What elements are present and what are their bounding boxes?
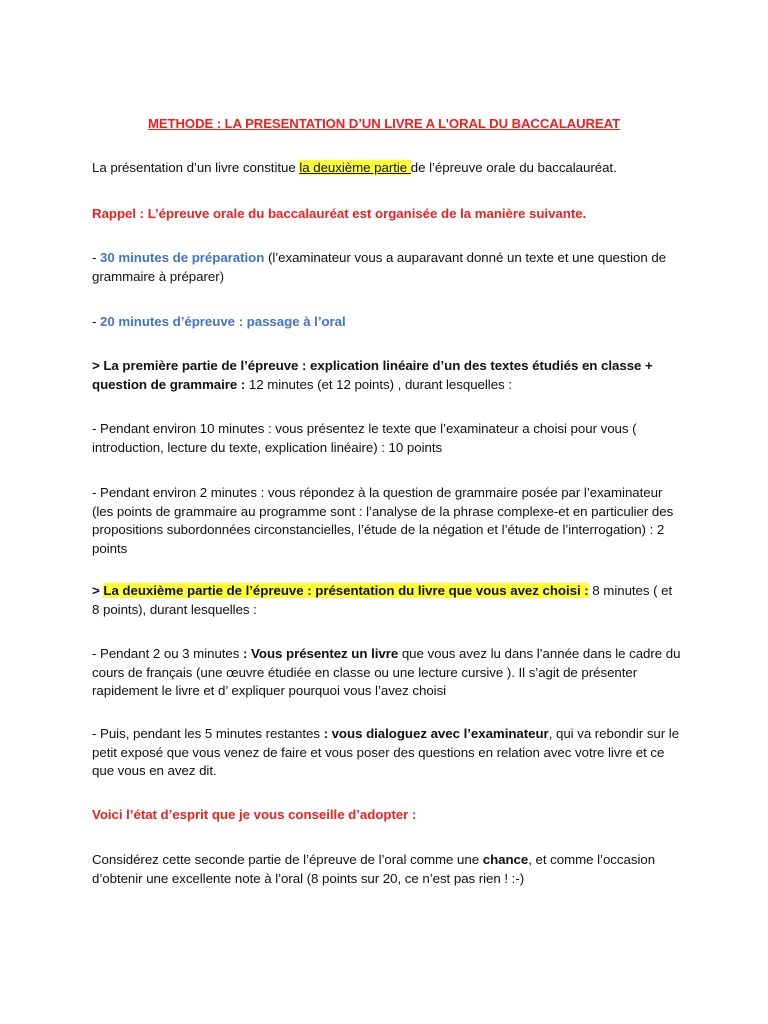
intro-highlight: la deuxième partie: [299, 160, 411, 175]
step-1-rest: que vous avez lu dans l’année dans le cadre du cours de français (une œuvre étudiée en classe ou une lecture cursive ). Il s’agit de présenter rapidement le livre et d’ expliquer pourquoi vous l’avez choisi: [92, 646, 681, 699]
preparation-dash: -: [92, 250, 101, 265]
part-one-step-1: - Pendant environ 10 minutes : vous présentez le texte que l’examinateur a choisi pour vous ( introduction, lecture du texte, explication linéaire) : 10 points: [92, 421, 637, 455]
advice-heading: Voici l’état d’esprit que je vous conseille d’adopter :: [92, 807, 417, 822]
step-1-start: - Pendant 2 ou 3 minutes: [92, 646, 244, 661]
step-2-start: - Puis, pendant les 5 minutes restantes: [92, 726, 324, 741]
part-one-heading: > La première partie de l’épreuve : explication linéaire d’un des textes étudiés en classe + question de grammaire :: [92, 358, 653, 392]
part-two-step-2: [92, 725, 682, 781]
preparation-detail: (l’examinateur vous a auparavant donné un texte et une question de grammaire à préparer): [92, 250, 667, 284]
advice-paragraph: [92, 851, 682, 888]
advice-start: Considérez cette seconde partie de l’épreuve de l’oral comme une: [92, 852, 483, 867]
part-two-detail: 8 minutes ( et 8 points), durant lesquelles :: [92, 583, 673, 617]
step-1-bold: : Vous présentez un livre: [243, 646, 399, 661]
advice-rest: , et comme l’occasion d’obtenir une excellente note à l’oral (8 points sur 20, ce n’est pas rien ! :-): [92, 852, 656, 886]
intro-paragraph: [92, 159, 682, 178]
part-one-paragraph: [92, 357, 682, 394]
part-two-heading: La deuxième partie de l’épreuve : présentation du livre que vous avez choisi :: [103, 583, 589, 598]
part-two-prefix: >: [92, 583, 104, 598]
part-one-detail: 12 minutes (et 12 points) , durant lesquelles :: [245, 376, 512, 392]
intro-text-start: La présentation d’un livre constitue: [92, 160, 300, 175]
document-title: METHODE : LA PRESENTATION D’UN LIVRE A L’ORAL DU BACCALAUREAT: [147, 116, 621, 131]
exam-dash: -: [92, 314, 101, 329]
exam-duration-item: [92, 313, 682, 332]
step-2-bold: : vous dialoguez avec l’examinateur: [323, 726, 549, 741]
part-two-paragraph: [92, 582, 682, 619]
step-2-rest: , qui va rebondir sur le petit exposé que vous venez de faire et vous poser des questions en relation avec votre livre et ce que vous en avez dit.: [92, 726, 680, 779]
part-two-step-1: [92, 645, 682, 701]
preparation-item: [92, 249, 682, 286]
exam-duration: 20 minutes d’épreuve : passage à l’oral: [100, 314, 346, 329]
intro-text-end: de l’épreuve orale du baccalauréat.: [410, 160, 617, 175]
part-one-step-2: - Pendant environ 2 minutes : vous répondez à la question de grammaire posée par l’examinateur (les points de grammaire au programme sont : l’analyse de la phrase complexe-et en particulier des propositions subordonnées circonstancielles, l’étude de la négation et l’étude de l’interrogation) : 2 points: [92, 485, 674, 556]
preparation-duration: 30 minutes de préparation: [100, 250, 265, 265]
advice-bold: chance: [482, 852, 529, 867]
reminder-heading: Rappel : L’épreuve orale du baccalauréat est organisée de la manière suivante.: [92, 206, 587, 221]
